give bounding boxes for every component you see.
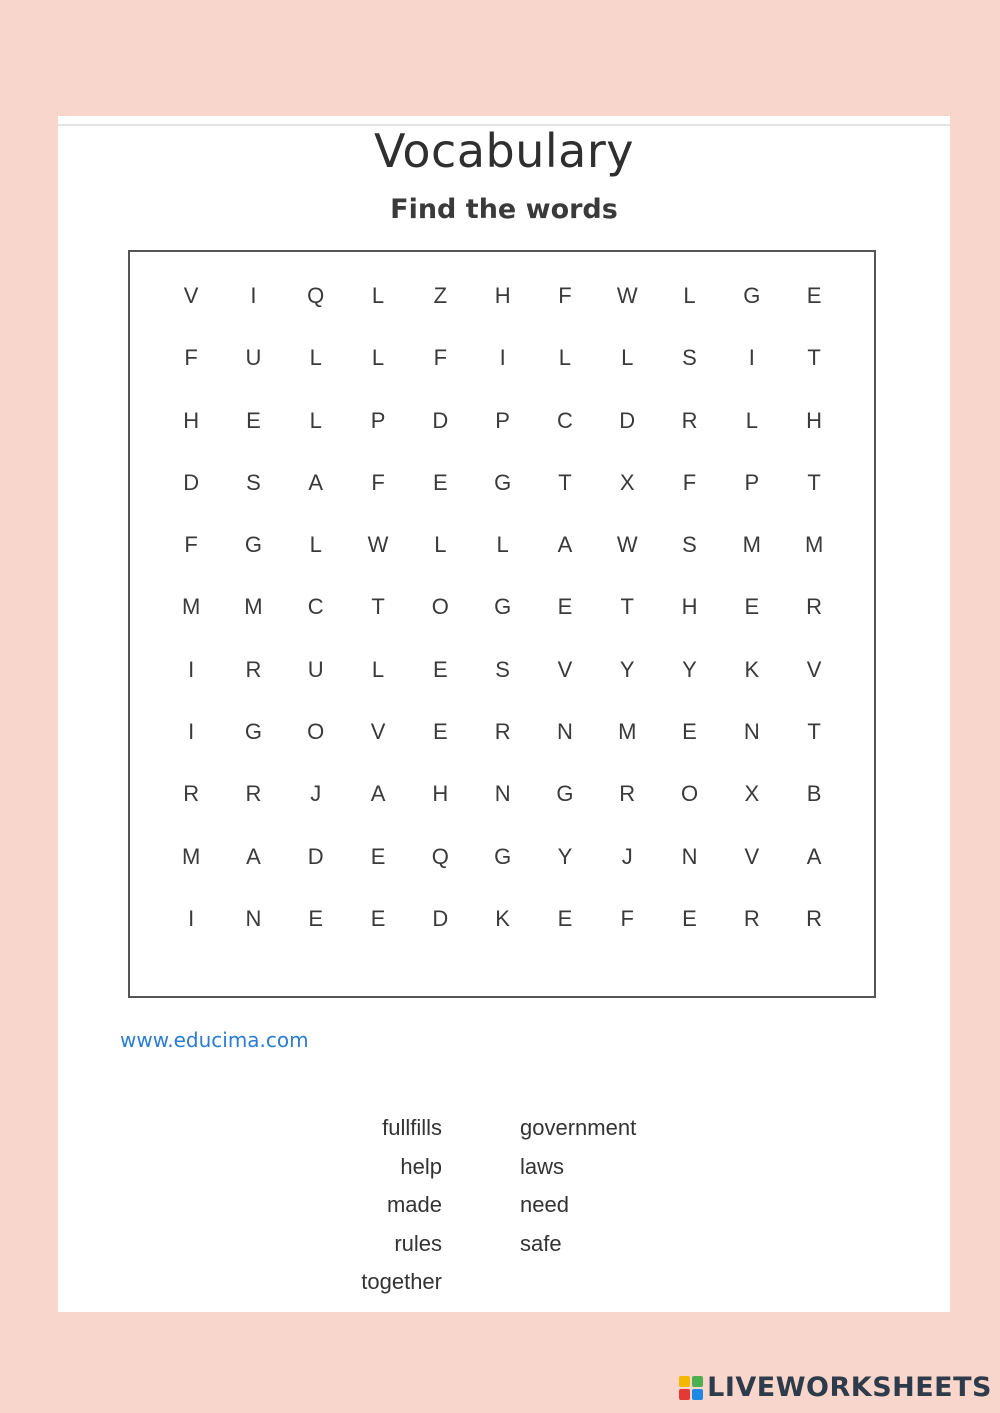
grid-letter[interactable]: E <box>557 594 573 620</box>
liveworksheets-logo[interactable] <box>679 1372 992 1403</box>
grid-letter[interactable]: E <box>370 905 386 931</box>
grid-letter[interactable]: T <box>558 469 572 495</box>
grid-letter[interactable]: G <box>556 781 574 807</box>
grid-letter[interactable]: E <box>308 905 324 931</box>
word-list-item: safe <box>520 1230 562 1256</box>
word-list-item: made <box>386 1192 442 1217</box>
grid-letter[interactable]: L <box>371 345 385 371</box>
grid-letter[interactable]: A <box>246 843 261 869</box>
grid-letter[interactable]: H <box>432 781 449 807</box>
grid-letter[interactable]: E <box>744 594 760 620</box>
grid-letter[interactable]: L <box>683 283 696 308</box>
grid-letter[interactable]: T <box>807 469 821 495</box>
grid-letter[interactable]: C <box>307 594 324 620</box>
grid-letter[interactable]: L <box>558 345 572 371</box>
grid-letter[interactable]: W <box>367 532 389 558</box>
grid-letter[interactable]: W <box>616 283 638 308</box>
grid-letter[interactable]: D <box>307 843 324 869</box>
word-search-grid <box>160 285 845 970</box>
grid-letter[interactable]: L <box>621 345 634 371</box>
grid-letter[interactable]: G <box>244 719 262 745</box>
grid-letter[interactable]: F <box>433 345 448 371</box>
grid-letter[interactable]: A <box>308 469 324 495</box>
grid-letter[interactable]: P <box>744 469 760 495</box>
word-list-item: together <box>361 1269 442 1294</box>
word-list-left <box>298 1113 442 1306</box>
grid-letter[interactable]: D <box>183 469 200 495</box>
grid-letter[interactable]: O <box>680 781 699 807</box>
grid-letter[interactable]: G <box>244 532 262 558</box>
grid-letter[interactable]: L <box>496 532 509 558</box>
grid-letter[interactable]: N <box>743 719 760 745</box>
grid-letter[interactable]: I <box>499 345 506 371</box>
grid-letter[interactable]: E <box>682 719 697 745</box>
grid-letter[interactable]: Q <box>307 283 325 308</box>
grid-letter[interactable]: H <box>183 407 200 433</box>
grid-letter[interactable]: D <box>432 407 449 433</box>
grid-letter[interactable]: W <box>616 532 638 558</box>
page-title: Vocabulary <box>374 124 634 178</box>
word-list-item: rules <box>394 1230 442 1256</box>
grid-letter[interactable]: F <box>184 532 198 558</box>
grid-letter[interactable]: L <box>309 345 322 371</box>
brand-icon-square <box>679 1389 690 1400</box>
grid-letter[interactable]: R <box>743 905 760 931</box>
grid-letter[interactable]: C <box>556 407 573 433</box>
grid-letter[interactable]: E <box>432 719 448 745</box>
brand-icon-square <box>692 1389 703 1400</box>
grid-letter[interactable]: A <box>806 843 822 869</box>
grid-letter[interactable]: R <box>245 781 262 807</box>
liveworksheets-icon <box>679 1376 703 1400</box>
grid-letter[interactable]: M <box>181 843 201 869</box>
grid-letter[interactable]: T <box>807 719 821 745</box>
grid-letter[interactable]: O <box>307 719 325 745</box>
grid-letter[interactable]: V <box>744 843 760 869</box>
grid-letter[interactable]: N <box>556 719 573 745</box>
grid-letter[interactable]: Z <box>433 283 448 308</box>
grid-letter[interactable]: L <box>371 283 385 308</box>
grid-letter[interactable]: M <box>742 532 761 558</box>
grid-letter[interactable]: T <box>620 594 634 620</box>
grid-letter[interactable]: T <box>371 594 385 620</box>
grid-letter[interactable]: L <box>745 407 758 433</box>
grid-letter[interactable]: D <box>619 407 636 433</box>
grid-letter[interactable]: F <box>558 283 572 308</box>
grid-letter[interactable]: M <box>618 719 637 745</box>
grid-letter[interactable]: S <box>495 656 510 682</box>
grid-letter[interactable]: B <box>806 781 822 807</box>
grid-letter[interactable]: J <box>621 843 633 869</box>
grid-letter[interactable]: G <box>494 469 512 495</box>
grid-letter[interactable]: I <box>188 719 195 745</box>
grid-letter[interactable]: R <box>681 407 698 433</box>
worksheet-page <box>58 116 950 1312</box>
grid-letter[interactable]: S <box>246 469 261 495</box>
word-search-box <box>128 250 876 998</box>
grid-letter[interactable]: F <box>682 469 697 495</box>
grid-letter[interactable]: E <box>557 905 573 931</box>
grid-letter[interactable]: V <box>806 656 822 682</box>
grid-letter[interactable]: H <box>681 594 698 620</box>
word-list-item: laws <box>520 1153 565 1179</box>
word-list-item: fullfills <box>382 1115 442 1140</box>
word-list-item: need <box>520 1192 569 1217</box>
grid-letter[interactable]: S <box>682 345 697 371</box>
grid-letter[interactable]: X <box>744 781 760 807</box>
grid-letter[interactable]: G <box>494 843 512 869</box>
grid-letter[interactable]: E <box>246 407 261 433</box>
grid-letter[interactable]: E <box>432 656 448 682</box>
website-link[interactable]: www.educima.com <box>120 1028 309 1052</box>
grid-letter[interactable]: A <box>370 781 386 807</box>
grid-letter[interactable]: P <box>370 407 386 433</box>
grid-letter[interactable]: U <box>307 656 324 682</box>
grid-letter[interactable]: F <box>620 905 634 931</box>
grid-letter[interactable]: H <box>806 407 823 433</box>
grid-letter[interactable]: O <box>431 594 449 620</box>
grid-letter[interactable]: E <box>682 905 697 931</box>
grid-letter[interactable]: R <box>494 719 511 745</box>
grid-letter[interactable]: X <box>619 469 635 495</box>
word-list-right <box>520 1113 720 1267</box>
grid-letter[interactable]: Y <box>557 843 573 869</box>
brand-icon-square <box>679 1376 690 1387</box>
grid-letter[interactable]: L <box>309 407 322 433</box>
grid-letter[interactable]: V <box>183 283 199 308</box>
grid-letter[interactable]: F <box>184 345 198 371</box>
brand-name: LIVEWORKSHEETS <box>707 1372 992 1403</box>
word-list-item: government <box>520 1115 637 1140</box>
grid-letter[interactable]: M <box>181 594 201 620</box>
word-list-item: help <box>400 1153 442 1179</box>
grid-letter[interactable]: E <box>432 469 448 495</box>
brand-icon-square <box>692 1376 703 1387</box>
grid-letter[interactable]: A <box>557 532 573 558</box>
grid-letter[interactable]: R <box>619 781 636 807</box>
grid-letter[interactable]: I <box>748 345 755 371</box>
grid-letter[interactable]: K <box>495 905 510 931</box>
grid-letter[interactable]: P <box>495 407 510 433</box>
grid-letter[interactable]: R <box>245 656 262 682</box>
grid-letter[interactable]: V <box>557 656 573 682</box>
grid-letter[interactable]: M <box>244 594 263 620</box>
grid-letter[interactable]: E <box>370 843 386 869</box>
grid-letter[interactable]: R <box>806 905 823 931</box>
grid-letter[interactable]: R <box>806 594 823 620</box>
grid-letter[interactable]: I <box>250 283 257 308</box>
grid-letter[interactable]: J <box>310 781 322 807</box>
grid-letter[interactable]: Y <box>682 656 697 682</box>
grid-letter[interactable]: I <box>188 656 195 682</box>
grid-letter[interactable]: N <box>494 781 511 807</box>
grid-letter[interactable]: U <box>245 345 262 371</box>
grid-letter[interactable]: N <box>245 905 262 931</box>
grid-letter[interactable]: I <box>188 905 195 931</box>
grid-letter[interactable]: E <box>806 283 822 308</box>
grid-letter[interactable]: V <box>370 719 386 745</box>
grid-letter[interactable]: M <box>804 532 824 558</box>
grid-letter[interactable]: G <box>743 283 761 308</box>
grid-letter[interactable]: L <box>309 532 322 558</box>
grid-letter[interactable]: K <box>744 656 760 682</box>
grid-letter[interactable]: S <box>682 532 697 558</box>
grid-letter[interactable]: H <box>494 283 511 308</box>
grid-letter[interactable]: G <box>494 594 512 620</box>
page-subtitle: Find the words <box>390 194 618 225</box>
grid-letter[interactable]: L <box>371 656 385 682</box>
grid-letter[interactable]: L <box>434 532 447 558</box>
grid-letter[interactable]: F <box>371 469 385 495</box>
grid-letter[interactable]: N <box>681 843 698 869</box>
grid-letter[interactable]: Y <box>619 656 635 682</box>
grid-letter[interactable]: D <box>432 905 449 931</box>
grid-letter[interactable]: Q <box>431 843 449 869</box>
grid-letter[interactable]: T <box>807 345 821 371</box>
grid-letter[interactable]: R <box>183 781 200 807</box>
